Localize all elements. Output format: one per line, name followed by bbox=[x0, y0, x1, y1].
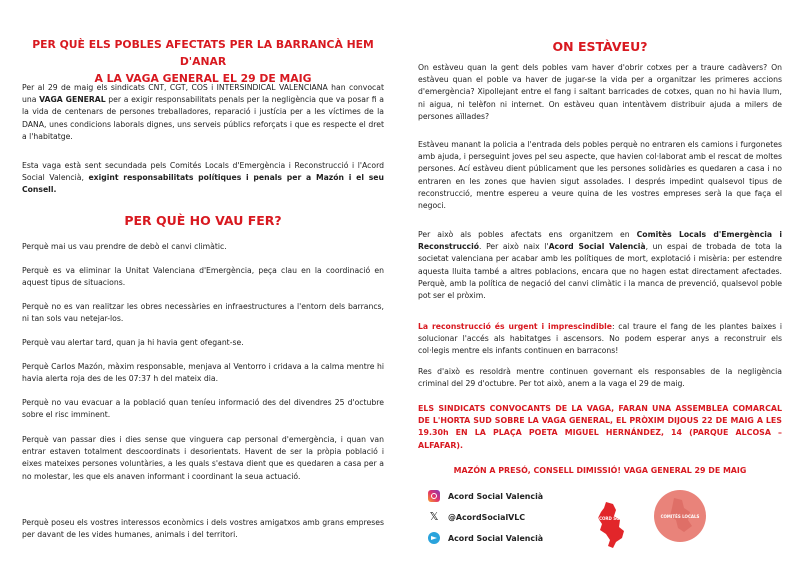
reason-3: Perquè no es van realitzar les obres necessàries en infraestructures a l'entorn dels barrancs, ni tan sols vau netejar-los. bbox=[22, 302, 384, 324]
acord-social-logo bbox=[586, 500, 654, 550]
right-column bbox=[418, 0, 782, 567]
intro-paragraph bbox=[22, 82, 384, 143]
main-title-line-2: A LA VAGA GENERAL EL 29 DE MAIG bbox=[94, 72, 312, 85]
slogan: MAZÓN A PRESÓ, CONSELL DIMISSIÓ! VAGA GENERAL 29 DE MAIG bbox=[453, 466, 747, 475]
reason-6: Perquè no vau evacuar a la població quan teníeu informació des del divendres 25 d'octubre sobre el risc imminent. bbox=[22, 398, 384, 420]
organize-text-1: Per això als pobles afectats ens organitzem en bbox=[418, 230, 637, 239]
comites-locals-logo bbox=[652, 488, 708, 544]
organize-bold-1: Comitès Locals d'Emergència i Reconstrucció bbox=[418, 230, 782, 252]
intro-text-1: Per al 29 de maig els sindicats CNT, CGT, COS i INTERSINDICAL VALENCIANA han convocat una bbox=[22, 83, 384, 105]
x-handle[interactable]: @AcordSocialVLC bbox=[448, 512, 526, 522]
logo1-text: ACORD SOCIAL VALENCIÀ bbox=[596, 516, 654, 521]
social-x[interactable] bbox=[428, 511, 525, 523]
organize-paragraph bbox=[418, 229, 782, 302]
strike-paragraph: Res d'això es resoldrà mentre continuen governant els responsables de la negligència criminal del 29 d'octubre. Per tot això, anem a la vaga el 29 de maig. bbox=[418, 367, 782, 389]
subtitle-why: PER QUÈ HO VAU FER? bbox=[124, 213, 282, 228]
support-paragraph bbox=[22, 160, 384, 197]
reconstruction-bold: La reconstrucció és urgent i imprescindible bbox=[418, 322, 612, 331]
organize-text-3: , un espai de trobada de tota la societat valenciana per acabar amb les polítiques de mort, explotació i misèria: per estendre aquesta lluita també a altres poblacions, encara que no hagen estat directament afectades. Perquè, amb la política de negació del canvi climàtic i la manca de prevenció, qualsevol poble pot ser el pròxim. bbox=[418, 242, 782, 301]
support-text: Esta vaga està sent secundada pels Comités Locals d'Emergència i Reconstrucció i l'Acord Social Valencià, bbox=[22, 161, 384, 183]
reason-4: Perquè vau alertar tard, quan ja hi havia gent ofegant-se. bbox=[22, 338, 244, 347]
logo2-text: COMITÈS LOCALS bbox=[660, 514, 700, 519]
reason-5: Perquè Carlos Mazón, màxim responsable, menjava al Ventorro i cridava a la calma mentre hi havia alerta roja des de les 07:37 h del mateix dia. bbox=[22, 362, 384, 384]
main-title-line-1: PER QUÈ ELS POBLES AFECTATS PER LA BARRANCÀ HEM D'ANAR bbox=[32, 38, 374, 68]
reason-7: Perquè van passar dies i dies sense que vinguera cap personal d'emergència, i quan van entrar estaven totalment descoordinats i desorientats. Havent de ser la pròpia població i eixes mateixes persones voluntàries, a les quals s'estava dient que es quedaren a casa per a no molestar, les que els anaven informant i coordinant la seua actuació. bbox=[22, 435, 384, 481]
right-title: ON ESTÀVEU? bbox=[552, 39, 648, 54]
telegram-handle[interactable]: Acord Social Valencià bbox=[448, 533, 544, 543]
reconstruction-paragraph bbox=[418, 321, 782, 358]
organize-bold-2: Acord Social Valencià bbox=[548, 242, 646, 252]
assembly-call: ELS SINDICATS CONVOCANTS DE LA VAGA, FARAN UNA ASSEMBLEA COMARCAL DE L'HORTA SUD SOBRE LA VAGA GENERAL, EL PRÒXIM DIJOUS 22 DE MAIG A LES 19.30h EN LA PLAÇA POETA MIGUEL HERNÁNDEZ, 14 (PARQUE ALCOSA – ALFAFAR). bbox=[418, 404, 782, 450]
instagram-handle[interactable]: Acord Social Valencià bbox=[448, 491, 544, 501]
instagram-icon bbox=[428, 490, 440, 502]
where-paragraph: On estàveu quan la gent dels pobles vam haver d'obrir cotxes per a traure cadàvers? On estàveu quan el poble va haver de jugar-se la vida per a organitzar les primeres accions d'emergència? Xipollejant entre el fang i saltant barricades de cotxes, quan no hi havia llum, ni aigua, ni telèfon ni internet. On estàveu quan intentàvem distribuir ajuda a milers de persones aïllades? bbox=[418, 63, 782, 121]
police-paragraph: Estàveu manant la policia a l'entrada dels pobles perquè no entraren els camions i furgonetes amb ajuda, i perseguint joves pel seu aspecte, que havien col·laborat amb el rescat de moltes persones. Ací estàveu dient públicament que les persones solidàries es quedaren a casa i no entraren en les zones que havien sigut assolades. I després impedint qualsevol tipus de reconstrucció, mentre espereu a veure quina de les vostres empreses serà la que faça el negoci. bbox=[418, 140, 782, 211]
reconstruction-text: : cal traure el fang de les plantes baixes i solucionar l'accés als habitatges i ascensors. No podem esperar anys a reconstruir els col·legis mentre els infants continuen en barracons! bbox=[418, 322, 782, 356]
organize-text-2: . Per això naix l' bbox=[479, 242, 549, 252]
left-column bbox=[22, 0, 384, 567]
social-instagram[interactable] bbox=[428, 490, 543, 502]
main-title bbox=[22, 36, 384, 87]
social-telegram[interactable] bbox=[428, 532, 543, 544]
intro-text-2: per a exigir responsabilitats penals per la negligència que va posar fi a la vida de centenars de persones treballadores, reparació i justícia per a les víctimes de la DANA, unes condicions laborals dignes, uns serveis públics reforçats i que es respecte el dret a l'habitatge. bbox=[22, 95, 384, 141]
support-bold: exigint responsabilitats polítiques i penals per a Mazón i el seu Consell. bbox=[22, 173, 384, 195]
x-icon: 𝕏 bbox=[429, 510, 439, 523]
reason-8: Perquè poseu els vostres interessos econòmics i dels vostres amigatxos amb grans empreses per davant de les vides humanes, animals i del territori. bbox=[22, 518, 384, 540]
telegram-icon bbox=[428, 532, 440, 544]
intro-strike-bold: VAGA GENERAL bbox=[39, 95, 106, 105]
reason-2: Perquè es va eliminar la Unitat Valenciana d'Emergència, peça clau en la coordinació en aquest tipus de situacions. bbox=[22, 266, 384, 288]
reason-1: Perquè mai us vau prendre de debò el canvi climàtic. bbox=[22, 242, 227, 251]
